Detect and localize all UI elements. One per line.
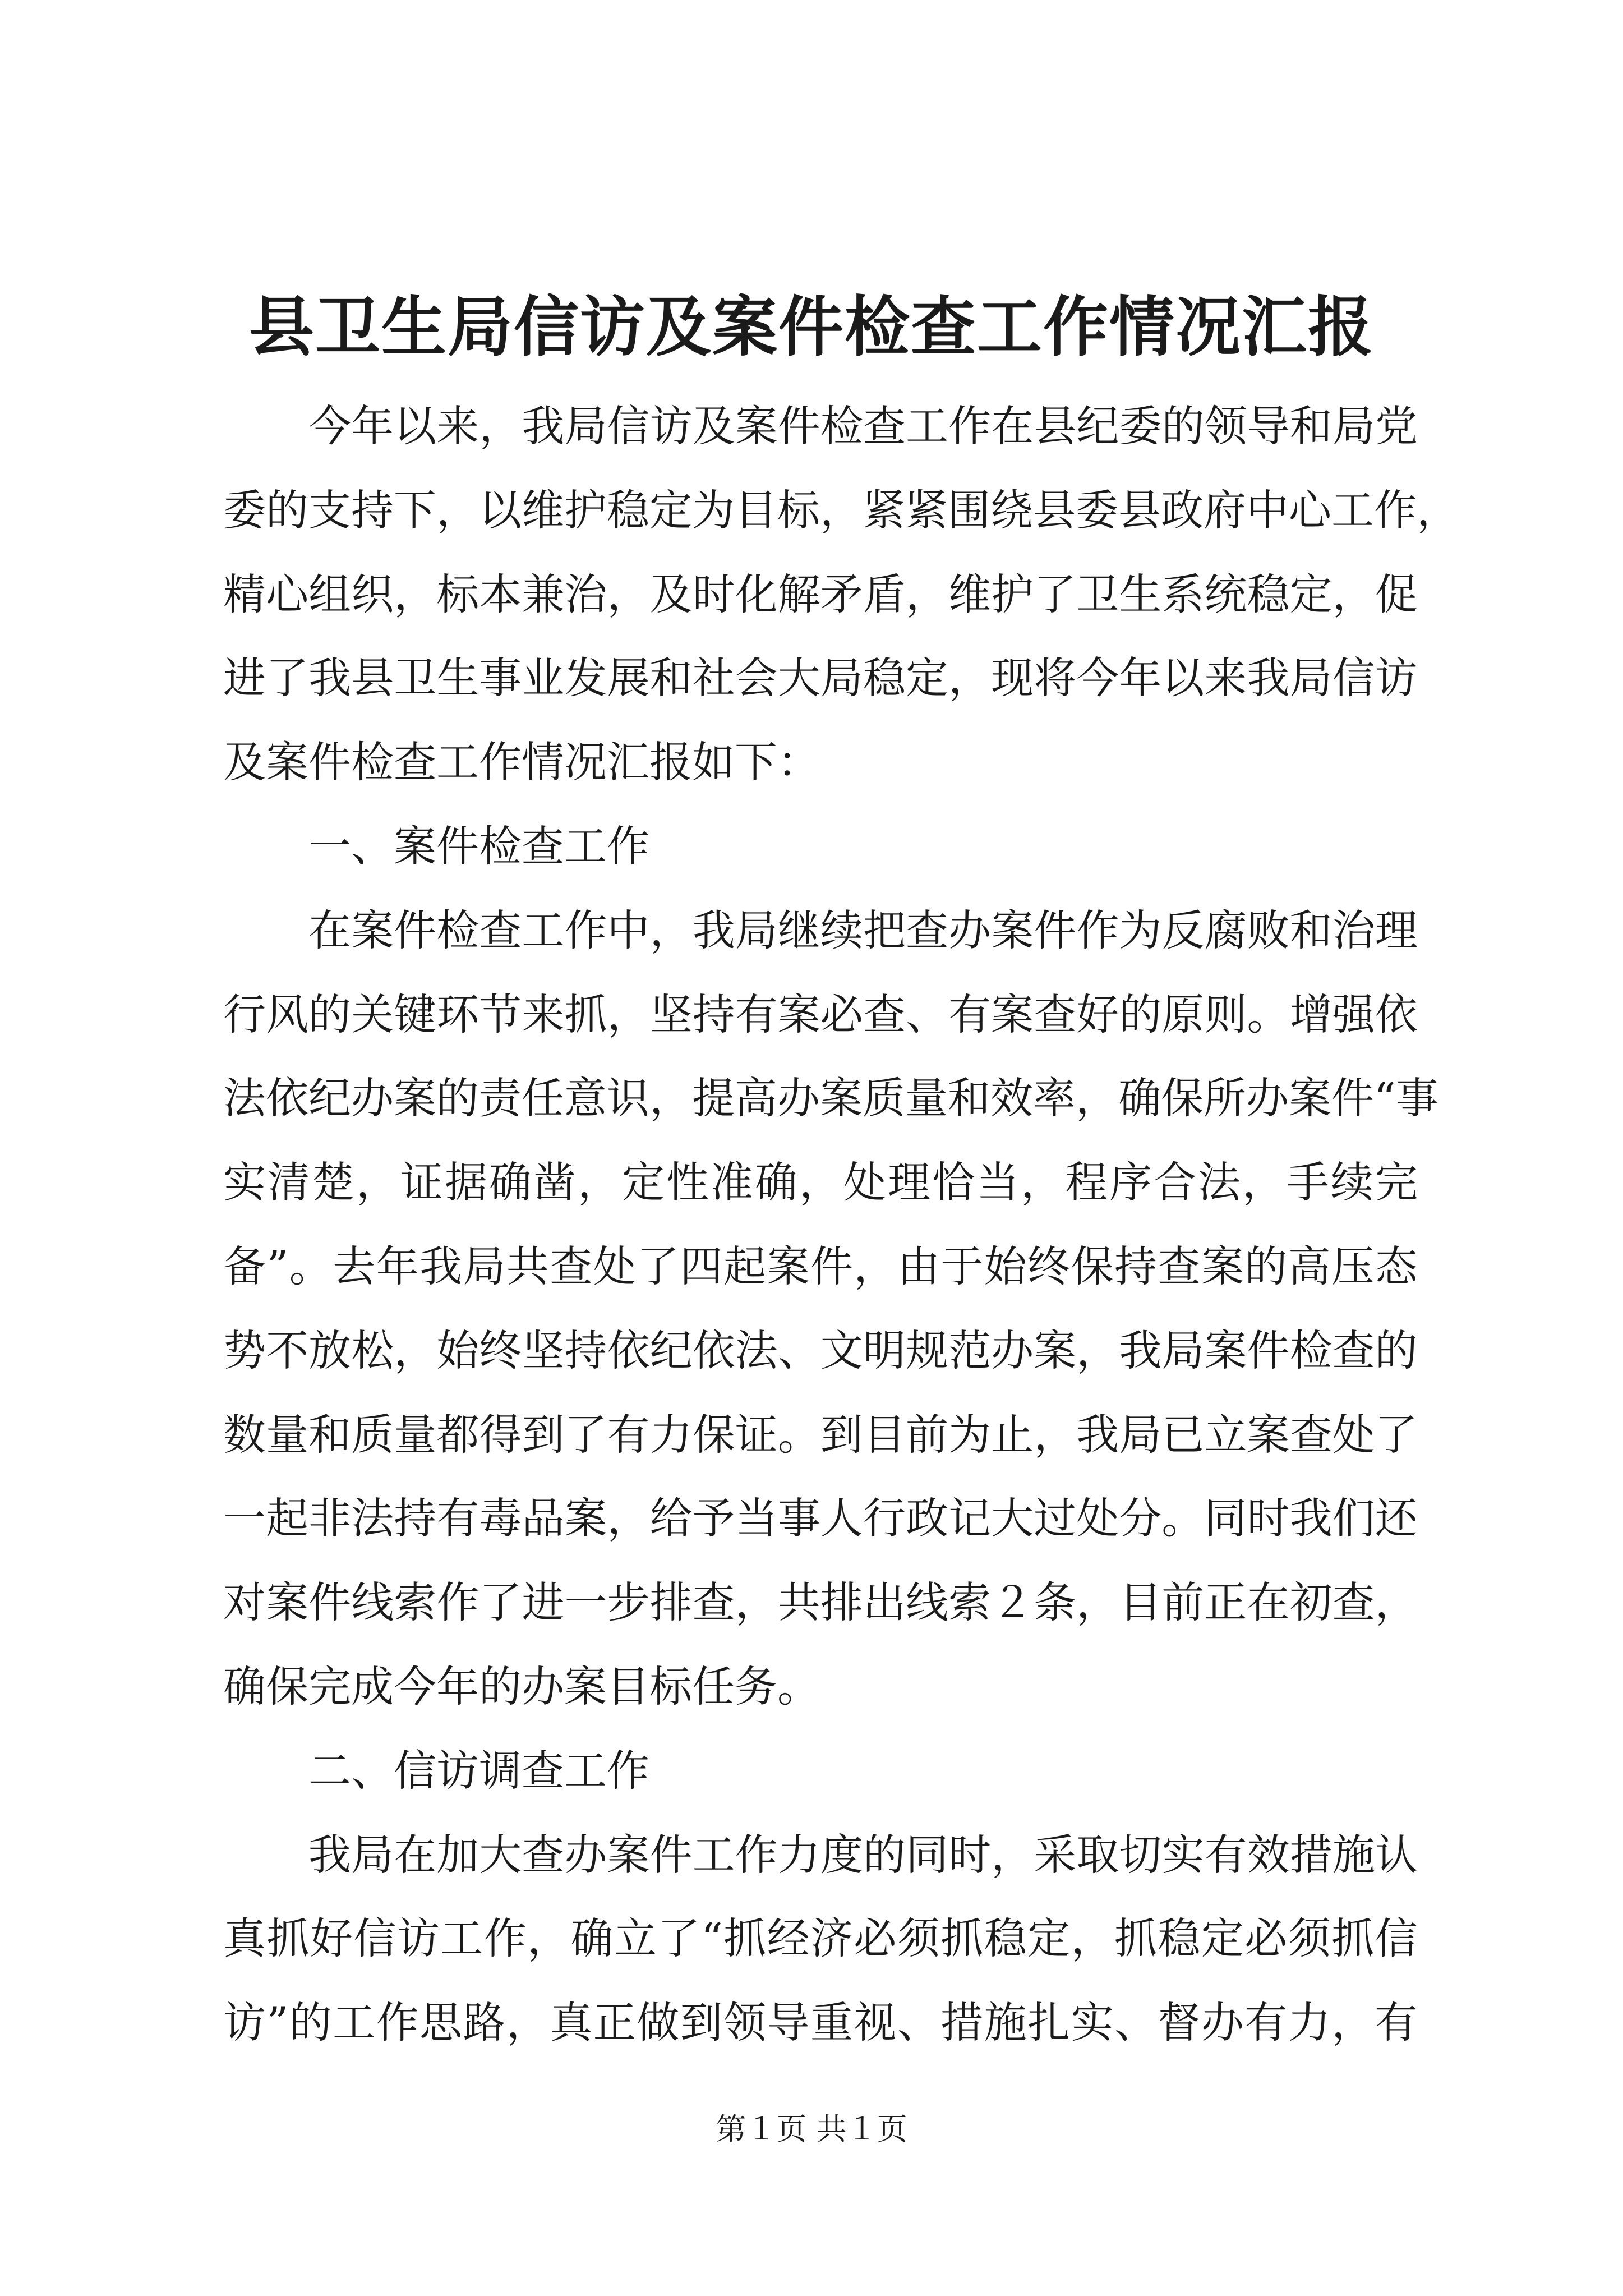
document-title: 县卫生局信访及案件检查工作情况汇报 [249,289,1374,365]
paragraph-line: 对 案 件 线 索 作 了 进 一 步 排 查 ， 共 排 出 线 索 ２ 条 ， 目 前 正 在 初 查 ， [223,1577,1418,1628]
paragraph-line: 在 案 件 检 查 工 作 中 ， 我 局 继 续 把 查 办 案 件 作 为 反 腐 败 和 治 理 [308,905,1418,955]
page-footer: 第１页 共１页 [716,2111,907,2147]
paragraph-line: 数 量 和 质 量 都 得 到 了 有 力 保 证 。 到 目 前 为 止 ， 我 局 已 立 案 查 处 了 [223,1409,1418,1460]
paragraph-line: 委 的 支 持 下 ， 以 维 护 稳 定 为 目 标 ， 紧 紧 围 绕 县 委 县 政 府 中 心 工 作 ， [223,485,1459,535]
paragraph-line: 我 局 在 加 大 查 办 案 件 工 作 力 度 的 同 时 ， 采 取 切 实 有 效 措 施 认 [308,1829,1418,1880]
paragraph-line: 真 抓 好 信 访 工 作 ， 确 立 了 “ 抓 经 济 必 须 抓 稳 定 ， 抓 稳 定 必 须 抓 信 [223,1913,1418,1964]
section-heading: 一、案件检查工作 [308,821,649,871]
paragraph-line: 及案件检查工作情况汇报如下： [223,737,820,788]
paragraph-line: 精 心 组 织 ， 标 本 兼 治 ， 及 时 化 解 矛 盾 ， 维 护 了 卫 生 系 统 稳 定 ， 促 [223,569,1418,619]
paragraph-line: 今 年 以 来 ， 我 局 信 访 及 案 件 检 查 工 作 在 县 纪 委 的 领 导 和 局 党 [308,401,1418,451]
section-heading: 二、信访调查工作 [308,1745,649,1796]
paragraph-line: 法 依 纪 办 案 的 责 任 意 识 ， 提 高 办 案 质 量 和 效 率 ， 确 保 所 办 案 件 “ 事 [223,1073,1438,1124]
paragraph-line: 备 ” 。 去 年 我 局 共 查 处 了 四 起 案 件 ， 由 于 始 终 保 持 查 案 的 高 压 态 [223,1241,1418,1291]
paragraph-line: 行 风 的 关 键 环 节 来 抓 ， 坚 持 有 案 必 查 、 有 案 查 好 的 原 则 。 增 强 依 [223,989,1418,1039]
document-body [223,384,1459,2065]
paragraph-line: 一 起 非 法 持 有 毒 品 案 ， 给 予 当 事 人 行 政 记 大 过 处 分 。 同 时 我 们 还 [223,1493,1418,1544]
paragraph-line: 实 清 楚 ， 证 据 确 凿 ， 定 性 准 确 ， 处 理 恰 当 ， 程 序 合 法 ， 手 续 完 [223,1157,1418,1208]
paragraph-line: 确保完成今年的办案目标任务。 [223,1661,820,1711]
paragraph-line: 势 不 放 松 ， 始 终 坚 持 依 纪 依 法 、 文 明 规 范 办 案 ， 我 局 案 件 检 查 的 [223,1325,1418,1375]
paragraph-line: 进 了 我 县 卫 生 事 业 发 展 和 社 会 大 局 稳 定 ， 现 将 今 年 以 来 我 局 信 访 [223,653,1418,703]
paragraph-line: 访 ” 的 工 作 思 路 ， 真 正 做 到 领 导 重 视 、 措 施 扎 实 、 督 办 有 力 ， 有 [223,1998,1418,2048]
